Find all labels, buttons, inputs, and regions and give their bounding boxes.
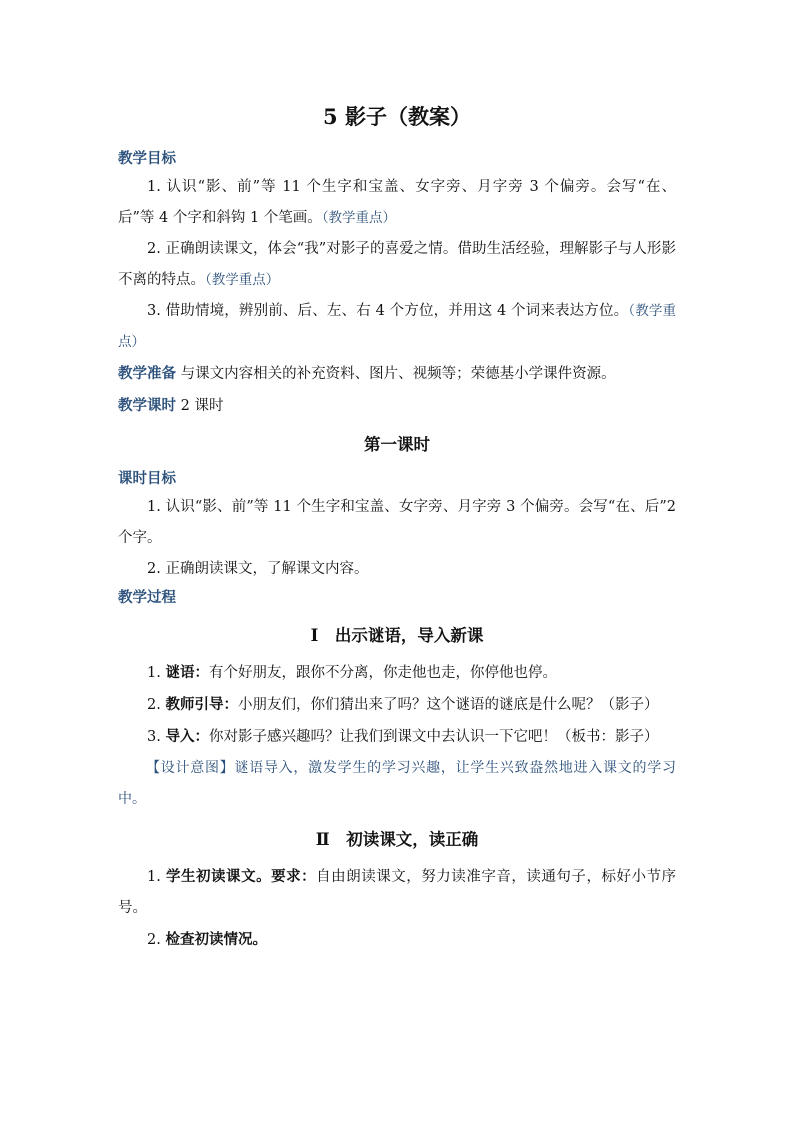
item-number: 2. (147, 561, 161, 577)
item-number: 2. (147, 697, 161, 713)
item-number: 3. (147, 729, 161, 745)
section1-item-1 (118, 657, 676, 689)
preparation-label: 教学准备 (118, 365, 176, 382)
design-intent-note: 【设计意图】谜语导入，激发学生的学习兴趣，让学生兴致盎然地进入课文的学习中。 (118, 760, 676, 807)
process-heading: 教学过程 (118, 589, 176, 606)
lesson-title: 第一课时 (364, 435, 430, 454)
section2-item-1 (118, 861, 676, 924)
section-title-2: Ⅱ 初读课文，读正确 (315, 830, 479, 849)
objectives-heading: 教学目标 (118, 150, 176, 167)
lesson-goal-1 (118, 492, 676, 554)
key-point-note: （教学重点） (118, 303, 677, 350)
item-label: 导入： (165, 728, 209, 745)
item-text: 认识“影、前”等 11 个生字和宝盖、女字旁、月字旁 3 个偏旁。会写“在、后”等 4 个字和斜钩 1 个笔画。 (118, 179, 677, 226)
objective-item-1 (118, 172, 676, 234)
preparation-row (118, 358, 676, 390)
item-label: 谜语： (165, 664, 209, 681)
key-point-note: （教学重点） (321, 210, 397, 226)
item-label: 检查初读情况。 (165, 931, 267, 948)
duration-label: 教学课时 (118, 397, 176, 414)
section1-item-2 (118, 689, 676, 721)
item-number: 1. (147, 665, 161, 681)
item-number: 3. (147, 303, 161, 319)
key-point-note: （教学重点） (205, 272, 280, 288)
lesson-goal-2 (118, 554, 676, 585)
item-number: 2. (147, 241, 161, 257)
item-number: 2. (147, 932, 161, 948)
item-number: 1. (147, 499, 161, 515)
duration-row (118, 390, 676, 422)
section1-item-3 (118, 721, 676, 753)
item-text: 正确朗读课文，了解课文内容。 (165, 561, 369, 577)
item-text: 正确朗读课文，体会“我”对影子的喜爱之情。借助生活经验，理解影子与人形影不离的特点。 (118, 241, 676, 288)
section-title-1: Ⅰ 出示谜语，导入新课 (310, 626, 484, 645)
item-number: 1. (147, 869, 161, 885)
item-label: 教师引导： (165, 696, 238, 713)
section2-item-2 (118, 924, 676, 956)
item-number: 1. (147, 179, 161, 195)
lesson-goals-heading: 课时目标 (118, 470, 176, 487)
item-text: 认识“影、前”等 11 个生字和宝盖、女字旁、月字旁 3 个偏旁。会写“在、后”2 个字。 (118, 499, 676, 546)
objective-item-2 (118, 234, 676, 296)
item-text: 有个好朋友，跟你不分离，你走他也走，你停他也停。 (208, 665, 557, 681)
document-title: 5 影子（教案） (323, 104, 471, 129)
item-text: 小朋友们，你们猜出来了吗？这个谜语的谜底是什么呢？（影子） (237, 697, 659, 713)
objective-item-3 (118, 296, 676, 358)
item-text: 自由朗读课文，努力读准字音，读通句子，标好小节序号。 (118, 869, 677, 916)
item-text: 借助情境，辨别前、后、左、右 4 个方位，并用这 4 个词来表达方位。 (165, 303, 629, 319)
item-text: 你对影子感兴趣吗？让我们到课文中去认识一下它吧！（板书：影子） (208, 729, 659, 745)
item-label: 学生初读课文。要求： (165, 868, 317, 885)
preparation-text: 与课文内容相关的补充资料、图片、视频等；荣德基小学课件资源。 (180, 366, 616, 382)
duration-text: 2 课时 (180, 398, 224, 414)
document-content (118, 100, 676, 956)
